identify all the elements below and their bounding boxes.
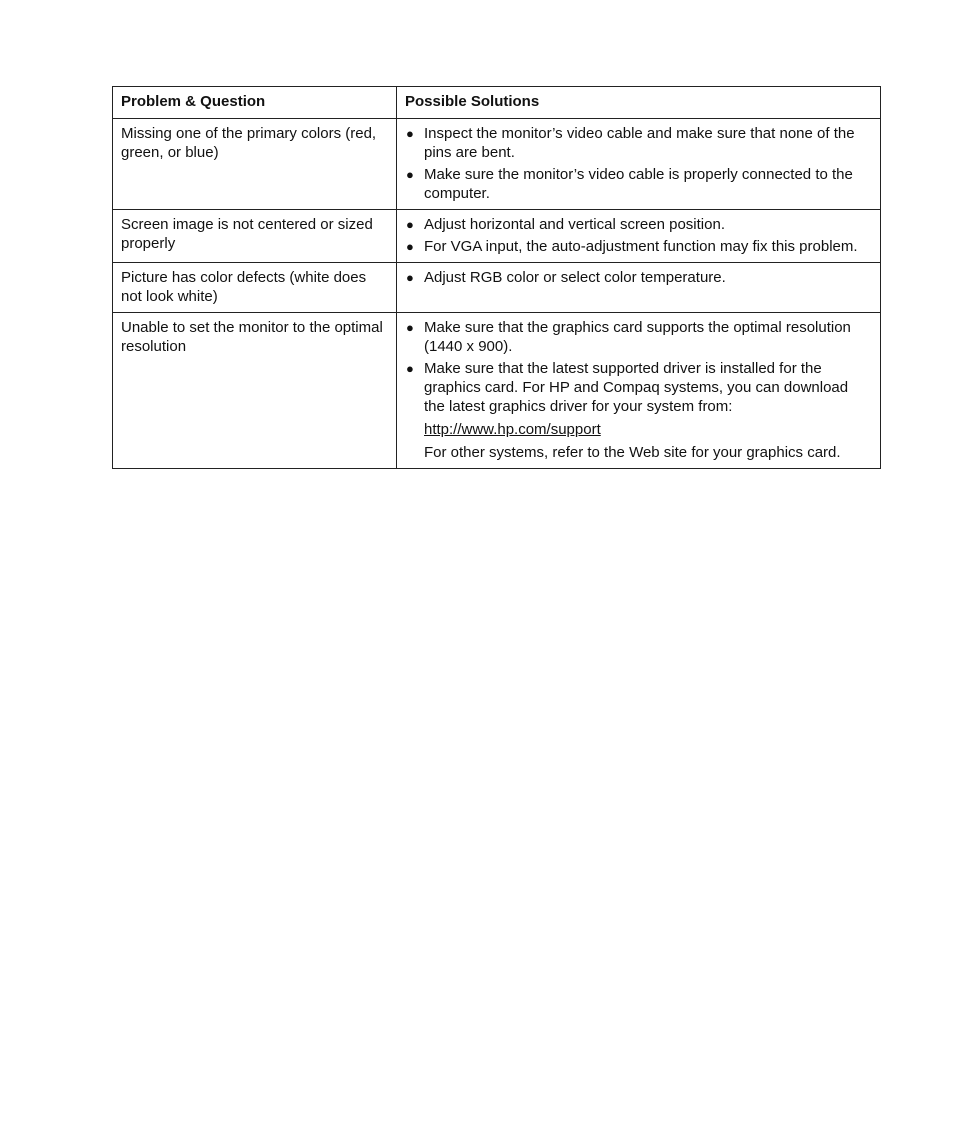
solution-item: ● Inspect the monitor’s video cable and make sure that none of the pins are bent. — [406, 125, 855, 161]
table-header-row — [113, 87, 881, 119]
solutions-cell — [397, 263, 881, 313]
problem-cell: Missing one of the primary colors (red, green, or blue) — [113, 119, 397, 210]
solution-item: ● Adjust horizontal and vertical screen position. — [406, 216, 725, 233]
solutions-list — [405, 124, 872, 203]
support-link[interactable]: http://www.hp.com/support — [424, 421, 601, 438]
solutions-list — [405, 215, 872, 256]
solution-item: ● Make sure that the graphics card supports the optimal resolution (1440 x 900). — [406, 319, 851, 355]
other-systems-note: For other systems, refer to the Web site for your graphics card. — [424, 444, 841, 461]
table-row — [113, 210, 881, 263]
solutions-list — [405, 268, 872, 287]
table-row — [113, 119, 881, 210]
solution-item: ● Adjust RGB color or select color temperature. — [406, 269, 726, 286]
solution-item: ● Make sure that the latest supported driver is installed for the graphics card. For HP and Compaq systems, you can download the latest graphics driver for your system from: http://www.hp.com/support For other systems, refer to the Web site for your graphics card. — [405, 359, 872, 462]
solutions-cell — [397, 119, 881, 210]
solution-item: ● Make sure the monitor’s video cable is properly connected to the computer. — [406, 166, 853, 202]
problem-cell: Picture has color defects (white does not look white) — [113, 263, 397, 313]
troubleshooting-table — [112, 86, 881, 469]
bullet-icon: ● — [406, 270, 414, 285]
bullet-icon: ● — [406, 239, 414, 254]
solution-item: ● For VGA input, the auto-adjustment function may fix this problem. — [406, 238, 858, 255]
table-row — [113, 263, 881, 313]
bullet-icon: ● — [406, 320, 414, 335]
table-row — [113, 313, 881, 469]
solutions-list — [405, 318, 872, 462]
problem-cell: Unable to set the monitor to the optimal resolution — [113, 313, 397, 469]
solutions-cell — [397, 313, 881, 469]
bullet-icon: ● — [406, 126, 414, 141]
header-problem: Problem & Question — [113, 87, 397, 119]
bullet-icon: ● — [406, 361, 414, 376]
header-solutions: Possible Solutions — [397, 87, 881, 119]
problem-cell: Screen image is not centered or sized properly — [113, 210, 397, 263]
bullet-icon: ● — [406, 167, 414, 182]
bullet-icon: ● — [406, 217, 414, 232]
solutions-cell — [397, 210, 881, 263]
